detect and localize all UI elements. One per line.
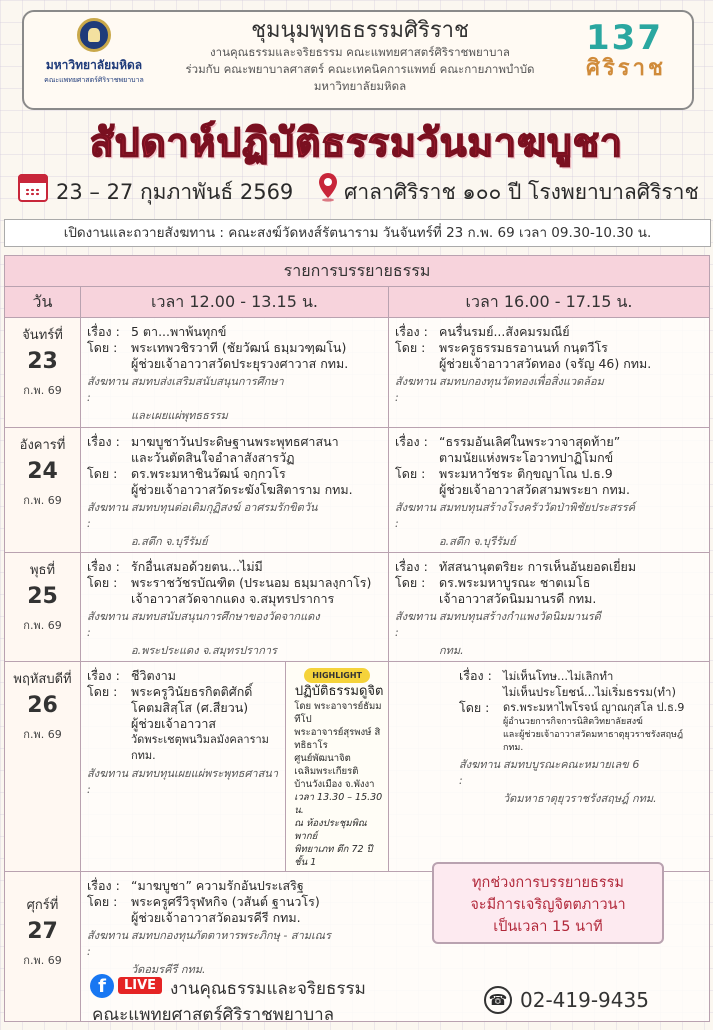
speaker-label: โดย : xyxy=(87,466,118,481)
meditation-note xyxy=(432,862,664,944)
highlight-line-2: พระอาจารย์สุรพงษ์ สิทธิธาโร xyxy=(294,727,381,751)
table-row xyxy=(5,553,710,662)
table-row xyxy=(5,662,710,872)
day-cell xyxy=(5,872,81,1022)
host-text: สมทบสนับสนุนการศึกษาของวัดจากแดง xyxy=(131,610,320,623)
talk-topic: มาฆบูชาวันประดิษฐานพระพุทธศาสนา xyxy=(131,434,339,449)
host-text-2: และเผยแผ่พุทธธรรม xyxy=(131,409,228,422)
talk-topic: “มาฆบูชา” ความรักอันประเสริฐ xyxy=(131,878,304,893)
topic-label: เรื่อง : xyxy=(87,559,120,574)
talk-topic-2: ตามนัยแห่งพระโอวาทปาฏิโมกข์ xyxy=(439,450,614,465)
column-morning: เวลา 12.00 - 13.15 น. xyxy=(81,287,389,318)
university-seal-icon xyxy=(77,18,111,52)
topic-label: เรื่อง : xyxy=(395,559,428,574)
speaker-name: พระมหาวัชระ ติกฺขญาโณ ป.ธ.9 xyxy=(439,466,613,481)
highlight-venue: ณ ห้องประชุมพิณพากย์ xyxy=(294,818,367,842)
event-place: ศาลาศิริราช ๑๐๐ ปี โรงพยาบาลศิริราช xyxy=(344,180,699,204)
day-month: ก.พ. 69 xyxy=(23,728,62,741)
day-name: พุธที่ xyxy=(29,563,56,578)
highlight-time: เวลา 13.30 – 15.30 น. xyxy=(294,792,383,816)
day-number: 26 xyxy=(27,693,58,718)
day-month: ก.พ. 69 xyxy=(23,494,62,507)
highlight-venue-2: พิทยาเภท ตึก 72 ปี ชั้น 1 xyxy=(294,844,373,868)
speaker-label: โดย : xyxy=(87,340,118,355)
brand-number: 137 xyxy=(586,18,663,58)
calendar-icon xyxy=(18,174,48,202)
speaker-label: โดย : xyxy=(87,575,118,590)
talk-topic-2: ไม่เห็นประโยชน์...ไม่เริ่มธรรม(ทำ) xyxy=(503,685,676,699)
talk-topic: ชีวิตงาม xyxy=(131,668,176,683)
talk-topic: “ธรรมอันเลิศในพระวาจาสุดท้าย” xyxy=(439,434,621,449)
speaker-name: ดร.พระมหาชินวัฒน์ จกฺกวโร xyxy=(131,466,286,481)
host-label: สังฆทาน : xyxy=(87,501,129,530)
footer-org: งานคุณธรรมและจริยธรรม xyxy=(170,979,366,999)
host-text: สมทบกองทุนวัดทองเพื่อสิ่งแวดล้อม xyxy=(439,375,604,388)
host-text-2: วัดมหาธาตุยุวราชรังสฤษฎ์ กทม. xyxy=(503,792,657,805)
day-number: 24 xyxy=(27,459,58,484)
speaker-name: พระครูวินัยธรกิตติศักดิ์ xyxy=(131,684,253,699)
speaker-name: พระครูธรรมธรอานนท์ กนฺตวีโร xyxy=(439,340,608,355)
talk-topic: รักอื่นเสมอด้วยตน...ไม่มี xyxy=(131,559,263,574)
day-name: อังคารที่ xyxy=(19,438,66,453)
live-badge: LIVE xyxy=(118,977,162,994)
host-text: สมทบกองทุนภัตตาหารพระภิกษุ - สามเณร xyxy=(131,929,331,942)
speaker-position: ผู้ช่วยเจ้าอาวาสวัดอมรคีรี กทม. xyxy=(131,910,301,925)
talk-topic-2: และวันตัดสินใจอำลาสังสารวัฏ xyxy=(131,450,295,465)
day-month: ก.พ. 69 xyxy=(23,384,62,397)
day-name: พฤหัสบดีที่ xyxy=(13,672,72,687)
speaker-label: โดย : xyxy=(87,684,118,699)
host-text: สมทบส่งเสริมสนับสนุนการศึกษา xyxy=(131,375,284,388)
speaker-name: ดร.พระมหาไพโรจน์ ญาณกุสโล ป.ธ.9 xyxy=(503,701,685,714)
highlight-session xyxy=(285,662,388,871)
highlight-line-4: บ้านวังเมือง จ.พังงา xyxy=(294,779,375,790)
topic-label: เรื่อง : xyxy=(87,324,120,339)
afternoon-talk xyxy=(389,553,710,662)
speaker-position: ผู้อำนวยการกิจการนิสิตวิทยาลัยสงฆ์ xyxy=(503,717,643,727)
day-cell xyxy=(5,553,81,662)
highlight-line-3: ศูนย์พัฒนาจิตเฉลิมพระเกียรติ xyxy=(294,753,359,777)
host-text-2: อ.สตึก จ.บุรีรัมย์ xyxy=(131,535,208,548)
morning-talk xyxy=(81,553,389,662)
topic-label: เรื่อง : xyxy=(87,434,120,449)
facebook-icon[interactable]: f xyxy=(90,974,114,998)
speaker-name: ดร.พระมหาบูรณะ ชาตเมโธ xyxy=(439,575,591,590)
footer-faculty: คณะแพทยศาสตร์ศิริราชพยาบาล xyxy=(92,1005,335,1025)
day-number: 23 xyxy=(27,349,58,374)
event-date: 23 – 27 กุมภาพันธ์ 2569 xyxy=(56,180,294,204)
day-month: ก.พ. 69 xyxy=(23,954,62,967)
morning-talk xyxy=(81,428,389,553)
host-text-2: วัดอมรคีรี กทม. xyxy=(131,963,206,976)
speaker-label: โดย : xyxy=(395,466,426,481)
speaker-label: โดย : xyxy=(459,700,490,715)
host-text-2: อ.สตึก จ.บุรีรัมย์ xyxy=(439,535,516,548)
highlight-badge: HIGHLIGHT xyxy=(304,668,370,683)
host-text: สมทบทุนต่อเติมกุฏิสงฆ์ อาศรมรักขิตวัน xyxy=(131,501,318,514)
topic-label: เรื่อง : xyxy=(459,668,492,683)
club-name: ชุมนุมพุทธธรรมศิริราช xyxy=(251,18,469,43)
phone-icon: ☎ xyxy=(484,986,512,1014)
organizer-line-2: ร่วมกับ คณะพยาบาลศาสตร์ คณะเทคนิคการแพทย์ คณะกายภาพบำบัด xyxy=(185,62,535,76)
talk-topic: คนรื่นรมย์...สังคมรมณีย์ xyxy=(439,324,570,339)
note-line-2: จะมีการเจริญจิตตภาวนา xyxy=(470,897,626,913)
highlight-title: ปฏิบัติธรรมดูจิต xyxy=(294,684,384,699)
talk-topic: ทัสสนานุตตริยะ การเห็นอันยอดเยี่ยม xyxy=(439,559,637,574)
speaker-label: โดย : xyxy=(87,894,118,909)
highlight-line-1: โดย พระอาจารย์ธัมมทีโป xyxy=(294,701,382,725)
afternoon-talk xyxy=(389,318,710,428)
host-label: สังฆทาน : xyxy=(395,610,437,639)
mahidol-logo xyxy=(34,18,154,88)
host-text-2: กทม. xyxy=(439,644,464,657)
table-row xyxy=(5,428,710,553)
speaker-position: ผู้ช่วยเจ้าอาวาส xyxy=(131,716,216,731)
talk-topic: ไม่เห็นโทษ...ไม่เลิกทำ xyxy=(503,669,614,683)
topic-label: เรื่อง : xyxy=(87,878,120,893)
host-label: สังฆทาน : xyxy=(87,375,129,404)
talk-topic: 5 ตา...พาพ้นทุกข์ xyxy=(131,324,227,339)
speaker-position: ผู้ช่วยเจ้าอาวาสวัดทอง (จรัญ 46) กทม. xyxy=(439,356,652,371)
day-cell xyxy=(5,318,81,428)
logo-name: มหาวิทยาลัยมหิดล xyxy=(45,58,143,72)
topic-label: เรื่อง : xyxy=(87,668,120,683)
speaker-position-2: วัดพระเชตุพนวิมลมังคลาราม กทม. xyxy=(131,733,269,762)
speaker-position-2: และผู้ช่วยเจ้าอาวาสวัดมหาธาตุยุวราชรังสฤษฎ์ กทม. xyxy=(503,730,683,753)
table-row xyxy=(5,318,710,428)
host-label: สังฆทาน : xyxy=(395,375,437,404)
opening-ceremony: เปิดงานและถวายสังฆทาน : คณะสงฆ์วัดหงส์รัตนาราม วันจันทร์ที่ 23 ก.พ. 69 เวลา 09.30-10.30 น. xyxy=(4,219,711,247)
speaker-label: โดย : xyxy=(395,340,426,355)
note-line-1: ทุกช่วงการบรรยายธรรม xyxy=(471,875,624,891)
logo-subtitle: คณะแพทยศาสตร์ศิริราชพยาบาล xyxy=(44,76,144,84)
day-number: 25 xyxy=(27,584,58,609)
organizer-line-3: มหาวิทยาลัยมหิดล xyxy=(313,79,407,93)
host-label: สังฆทาน : xyxy=(87,610,129,639)
host-label: สังฆทาน : xyxy=(87,767,129,796)
location-pin-icon xyxy=(318,172,338,202)
host-text: สมทบทุนสร้างกำแพงวัดนิมมานรดี xyxy=(439,610,601,623)
speaker-name-2: โคตมสิสฺโส (ศ.สียวน) xyxy=(131,700,249,715)
siriraj-137-logo xyxy=(586,20,682,90)
column-day: วัน xyxy=(5,287,81,318)
event-title: สัปดาห์ปฏิบัติธรรมวันมาฆบูชา xyxy=(89,121,624,166)
topic-label: เรื่อง : xyxy=(395,324,428,339)
speaker-position: ผู้ช่วยเจ้าอาวาสวัดประยุรวงศาวาส กทม. xyxy=(131,356,349,371)
organizer-line-1: งานคุณธรรมและจริยธรรม คณะแพทยศาสตร์ศิริราชพยาบาล xyxy=(210,45,510,59)
topic-label: เรื่อง : xyxy=(395,434,428,449)
brand-text: ศิริราช xyxy=(586,56,666,81)
afternoon-talk xyxy=(389,428,710,553)
phone-number[interactable]: 02-419-9435 xyxy=(520,988,649,1012)
host-label: สังฆทาน : xyxy=(395,501,437,530)
host-text: สมทบทุนสร้างโรงครัววัดป่าพิชัยประสรรค์ xyxy=(439,501,636,514)
speaker-position: ผู้ช่วยเจ้าอาวาสวัดสามพระยา กทม. xyxy=(439,482,630,497)
host-text: สมทบทุนเผยแผ่พระพุทธศาสนา xyxy=(131,767,279,780)
afternoon-talk xyxy=(389,662,710,872)
schedule-heading: รายการบรรยายธรรม xyxy=(5,256,710,287)
host-text: สมทบบูรณะคณะหมายเลข 6 xyxy=(503,758,640,771)
day-month: ก.พ. 69 xyxy=(23,619,62,632)
host-text-2: อ.พระประแดง จ.สมุทรปราการ xyxy=(131,644,277,657)
day-cell xyxy=(5,662,81,872)
speaker-label: โดย : xyxy=(395,575,426,590)
host-label: สังฆทาน : xyxy=(87,929,129,958)
note-line-3: เป็นเวลา 15 นาที xyxy=(493,919,603,935)
day-cell xyxy=(5,428,81,553)
morning-talk-body xyxy=(81,662,285,871)
speaker-name: พระเทพวชิรวาที (ชัยวัฒน์ ธมฺมวฑฺฒโน) xyxy=(131,340,347,355)
speaker-position: เจ้าอาวาสวัดจากแดง จ.สมุทรปราการ xyxy=(131,591,335,606)
day-number: 27 xyxy=(27,919,58,944)
speaker-name: พระครูศรีวิรุฬหกิจ (วสันต์ ฐานวโร) xyxy=(131,894,320,909)
morning-talk xyxy=(81,662,389,872)
speaker-position: ผู้ช่วยเจ้าอาวาสวัดระฆังโฆสิตาราม กทม. xyxy=(131,482,353,497)
day-name: ศุกร์ที่ xyxy=(26,898,59,913)
day-name: จันทร์ที่ xyxy=(22,328,63,343)
column-afternoon: เวลา 16.00 - 17.15 น. xyxy=(389,287,710,318)
speaker-position: เจ้าอาวาสวัดนิมมานรดี กทม. xyxy=(439,591,597,606)
morning-talk xyxy=(81,318,389,428)
speaker-name: พระราชวัชรบัณฑิต (ประนอม ธมฺมาลงฺกาโร) xyxy=(131,575,372,590)
host-label: สังฆทาน : xyxy=(459,758,501,787)
